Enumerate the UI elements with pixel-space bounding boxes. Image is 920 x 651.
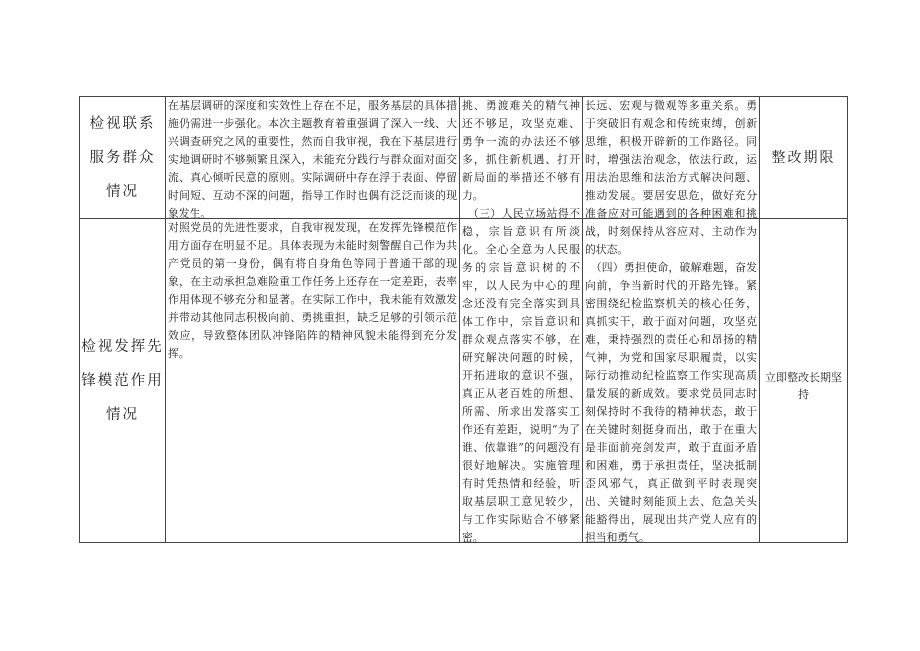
table-border-right xyxy=(847,96,848,543)
column-text-rectification-measures: 长远、宏观与微观等多重关系。勇于突破旧有观念和传统束缚，创新思维，积极开辟新的工作路径。同时，增强法治观念，依法行政，运用法治思维和法治方式解决问题、推动发展。要居安思危，做好充分准备应对可能遇到的各种困难和挑战，时刻保持从容应对、主动作为的状态。 （四）勇担使命，破解难题，奋发向前，争当新时代的开路先锋。紧密围绕纪检监察机关的核心任务，真抓实干，敢于面对问题，攻坚克难，秉持强烈的责任心和昂扬的精气神，为党和国家尽职履责，以实际行动推动纪检监察工作实现高质量发展的新成效。要求党员同志时刻保持时不我待的精神状态，敢于在关键时刻挺身而出，敢于在重大是非面前亮剑发声，敢于直面矛盾和困难，勇于承担责任，坚决抵制歪风邪气，真正做到平时表现突出、关键时刻能顶上去、危急关头能豁得出，展现出共产党人应有的担当和勇气。 xyxy=(585,99,757,544)
deadline-value: 立即整改长期坚持 xyxy=(765,371,842,401)
row-label-contact-service: 检视联系 服务群众 情况 xyxy=(89,115,156,200)
row-label-vanguard-role: 检视发挥先 锋模范作用 情况 xyxy=(81,338,164,423)
row-text-vanguard-role: 对照党员的先进性要求，自我审视发现，在发挥先锋模范作用方面存在明显不足。具体表现为未能时刻警醒自己作为共产党员的第一身份，偶有将自身角色等同于普通干部的现象，在主动承担急难险重工作任务上还存在一定差距，表率作用体现不够充分和显著。在实际工作中，我未能有效激发并带动其他同志积极向前、勇挑重担，缺乏足够的引领示范效应，导致整体团队冲锋陷阵的精神风貌未能得到充分发挥。 xyxy=(168,221,457,360)
column-text-problem-analysis: 挑、勇渡难关的精气神还不够足，攻坚克难、勇争一流的办法还不够多，抓住新机遇、打开新局面的举措还不够有力。 （三）人民立场站得不稳，宗旨意识有所淡化。全心全意为人民服务的宗旨意识树的不牢，以人民为中心的理念还没有完全落实到具体工作中，宗旨意识和群众观点落实不够，在研究解决问题的时候，开拓进取的意识不强，真正从老百姓的所想、所需、所求出发落实工作还有差距，说明“为了谁、依靠谁”的问题没有很好地解决。实施管理有时凭热情和经验，听取基层职工意见较少，与工作实际贴合不够紧密。 xyxy=(462,99,580,544)
column-header-deadline: 整改期限 xyxy=(771,149,836,166)
row-text-contact-service: 在基层调研的深度和实效性上存在不足，服务基层的具体措施仍需进一步强化。本次主题教育着重强调了深入一线、大兴调查研究之风的重要性，然而自我审视，我在下基层进行实地调研时不够频繁且深入，未能充分践行与群众面对面交流、真心倾听民意的原则。实际调研中存在浮于表面、停留时间短、互动不深的问题，指导工作时也偶有泛泛而谈的现象发生。 xyxy=(168,99,457,220)
